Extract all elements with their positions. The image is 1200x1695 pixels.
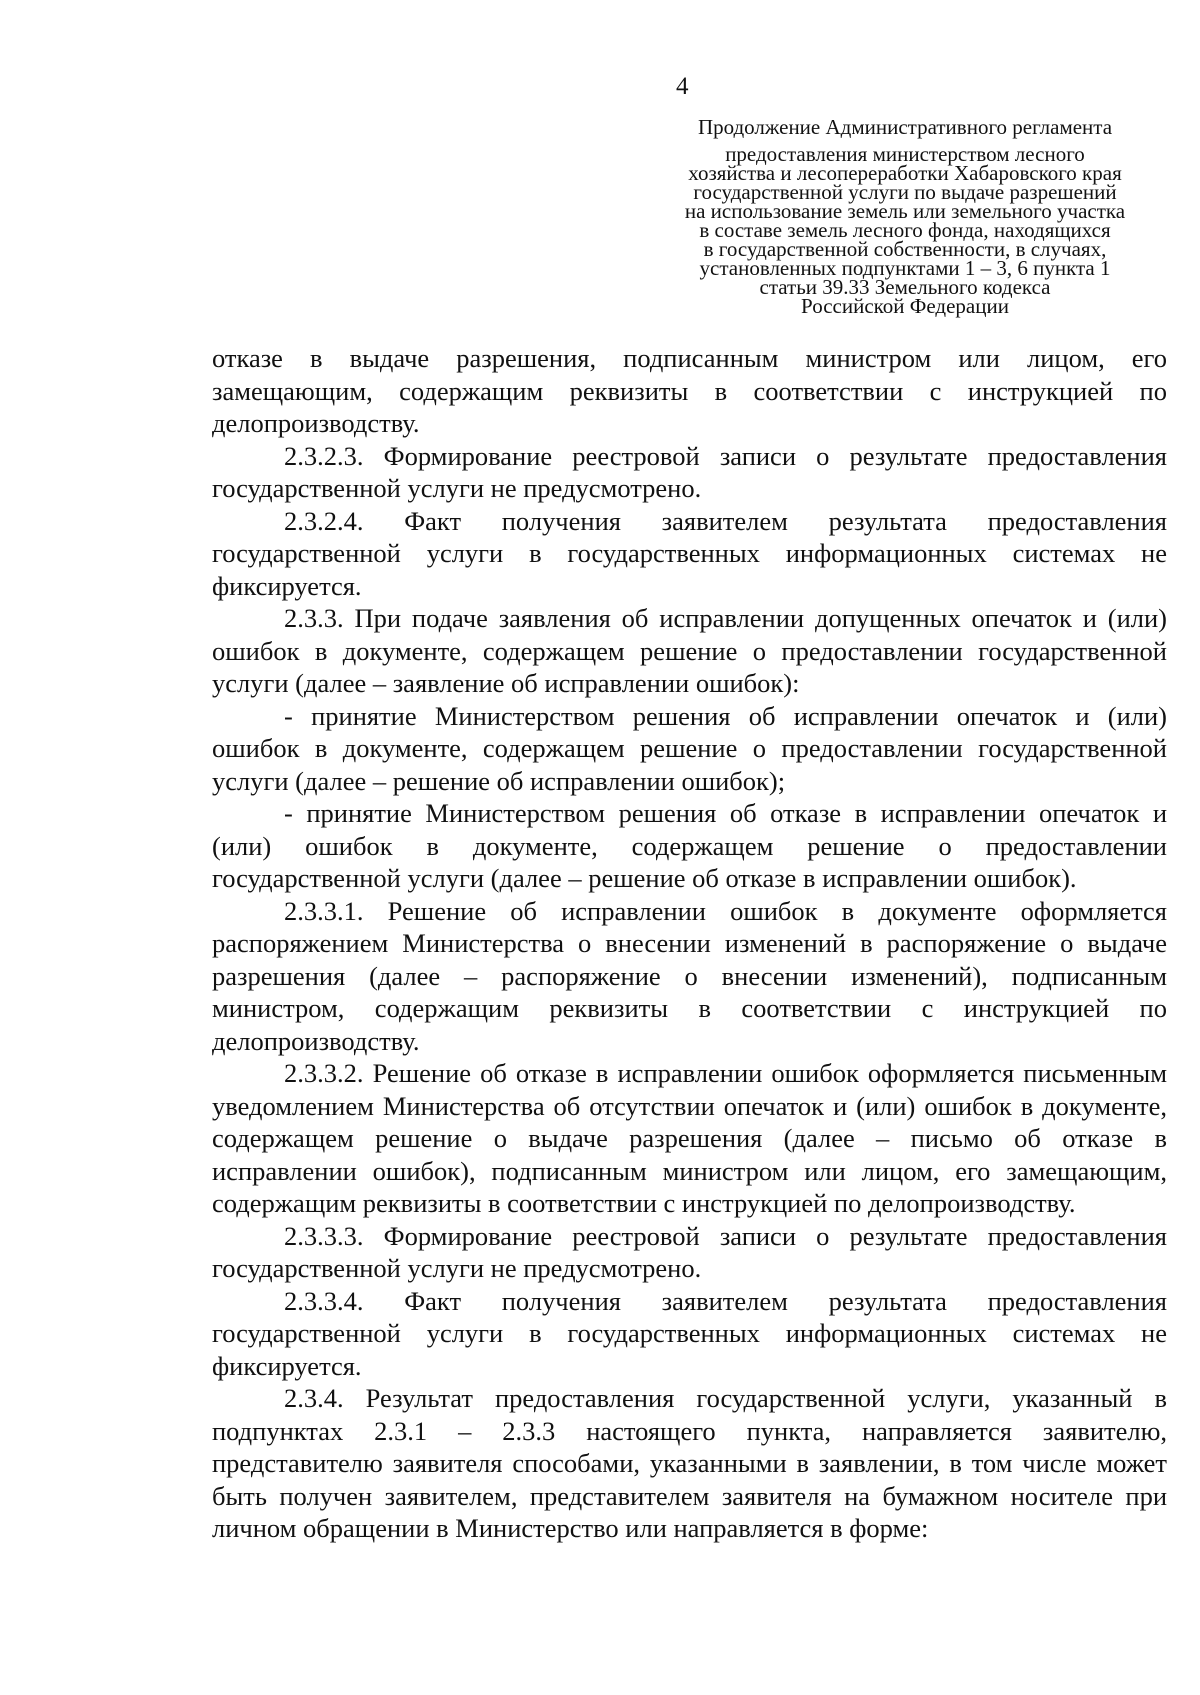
header-line: государственной услуги по выдаче разрешений: [693, 180, 1117, 204]
header-line: в государственной собственности, в случаях,: [703, 237, 1107, 261]
paragraph-2-3-3-1: 2.3.3.1. Решение об исправлении ошибок в документе оформляется распоряжением Министерства о внесении изменений в распоряжение о выдаче разрешения (далее – распоряжение о внесении изменений), подписанным министром, содержащим реквизиты в соответствии с инструкцией по делопроизводству.: [212, 895, 1167, 1056]
header-line: установленных подпунктами 1 – 3, 6 пункта 1: [699, 256, 1111, 280]
header-line: на использование земель или земельного участка: [684, 199, 1126, 223]
header-line: в составе земель лесного фонда, находящихся: [699, 218, 1111, 242]
document-body: [212, 342, 1167, 1545]
paragraph-continuation: отказе в выдаче разрешения, подписанным министром или лицом, его замещающим, содержащим реквизиты в соответствии с инструкцией по делопроизводству.: [212, 343, 1167, 438]
paragraph-2-3-2-3: 2.3.2.3. Формирование реестровой записи о результате предоставления государственной услуги не предусмотрено.: [212, 440, 1167, 503]
header-line: статьи 39.33 Земельного кодекса: [759, 275, 1051, 299]
header-line: хозяйства и лесопереработки Хабаровского края: [688, 161, 1122, 185]
header-line: предоставления министерством лесного: [725, 142, 1085, 166]
regulation-header: [640, 115, 1170, 318]
paragraph-2-3-3: 2.3.3. При подаче заявления об исправлении допущенных опечаток и (или) ошибок в документе, содержащем решение о предоставлении государственной услуги (далее – заявление об исправлении ошибок):: [212, 603, 1167, 698]
paragraph-2-3-3-2: 2.3.3.2. Решение об отказе в исправлении ошибок оформляется письменным уведомлением Министерства об отсутствии опечаток и (или) ошибок в документе, содержащем решение о выдаче разрешения (далее – письмо об отказе в исправлении ошибок), подписанным министром или лицом, его замещающим, содержащим реквизиты в соответствии с инструкцией по делопроизводству.: [212, 1058, 1167, 1218]
header-line: Продолжение Административного регламента: [697, 115, 1113, 139]
paragraph-2-3-4: 2.3.4. Результат предоставления государственной услуги, указанный в подпунктах 2.3.1 – 2.3.3 настоящего пункта, направляется заявителю, представителю заявителя способами, указанными в заявлении, в том числе может быть получен заявителем, представителем заявителя на бумажном носителе при личном обращении в Министерство или направляется в форме:: [212, 1383, 1167, 1543]
paragraph-2-3-3-3: 2.3.3.3. Формирование реестровой записи о результате предоставления государственной услуги не предусмотрено.: [212, 1220, 1167, 1283]
paragraph-2-3-2-4: 2.3.2.4. Факт получения заявителем результата предоставления государственной услуги в государственных информационных системах не фиксируется.: [212, 505, 1167, 601]
paragraph-2-3-3-4: 2.3.3.4. Факт получения заявителем результата предоставления государственной услуги в государственных информационных системах не фиксируется.: [212, 1285, 1167, 1381]
list-item-refusal-decision: - принятие Министерством решения об отказе в исправлении опечаток и (или) ошибок в документе, содержащем решение о предоставлении государственной услуги (далее – решение об отказе в исправлении ошибок).: [212, 798, 1167, 893]
page-number: 4: [676, 73, 689, 100]
list-item-correction-decision: - принятие Министерством решения об исправлении опечаток и (или) ошибок в документе, содержащем решение о предоставлении государственной услуги (далее – решение об исправлении ошибок);: [212, 700, 1167, 796]
header-line: Российской Федерации: [801, 294, 1009, 318]
